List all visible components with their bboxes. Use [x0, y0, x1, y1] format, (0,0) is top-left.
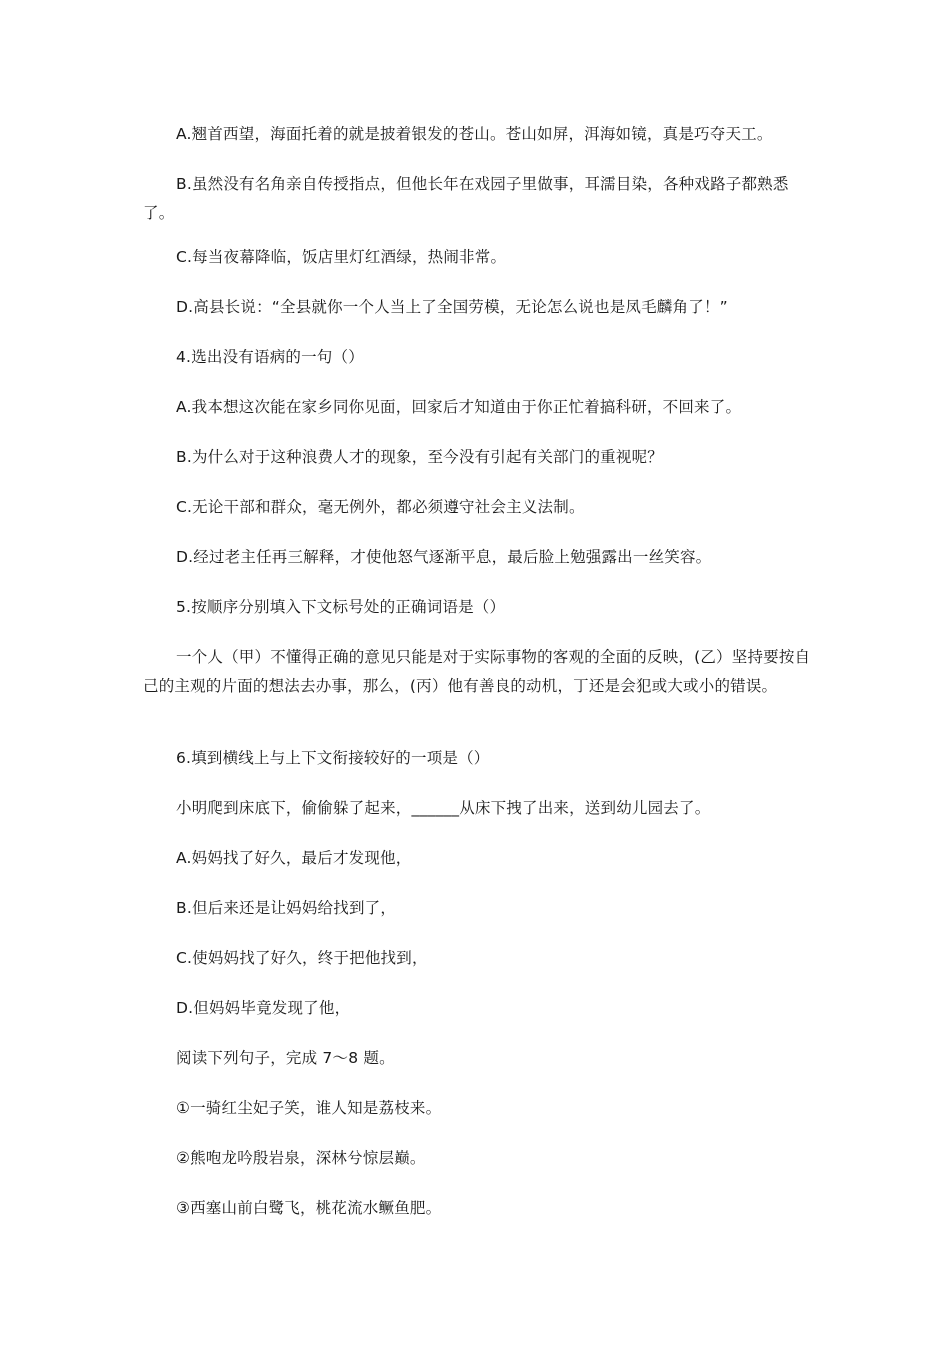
option-3d: D.高县长说：“全县就你一个人当上了全国劳模，无论怎么说也是凤毛麟角了！” [176, 298, 728, 316]
option-3b: B.虽然没有名角亲自传授指点，但他长年在戏园子里做事，耳濡目染，各种戏路子都熟悉了。 [143, 175, 789, 222]
question-5: 5.按顺序分别填入下文标号处的正确词语是（） [176, 598, 506, 616]
option-6c: C.使妈妈找了好久，终于把他找到， [176, 949, 428, 967]
question-4: 4.选出没有语病的一句（） [176, 348, 364, 366]
option-4c: C.无论干部和群众，毫无例外，都必须遵守社会主义法制。 [176, 498, 585, 516]
poem-line-1: ①一骑红尘妃子笑，谁人知是荔枝来。 [176, 1099, 442, 1117]
question-6: 6.填到横线上与上下文衔接较好的一项是（） [176, 749, 490, 767]
option-4d: D.经过老主任再三解释，才使他怒气逐渐平息，最后脸上勉强露出一丝笑容。 [176, 548, 712, 566]
question-5-passage: 一个人（甲）不懂得正确的意见只能是对于实际事物的客观的全面的反映，(乙）坚持要按自己的主观的片面的想法去办事，那么，(丙）他有善良的动机，丁还是会犯或大或小的错误。 [143, 648, 811, 695]
option-6b: B.但后来还是让妈妈给找到了， [176, 899, 397, 917]
reading-instruction: 阅读下列句子，完成 7～8 题。 [176, 1049, 395, 1067]
option-4b: B.为什么对于这种浪费人才的现象，至今没有引起有关部门的重视呢？ [176, 448, 663, 466]
option-6a: A.妈妈找了好久，最后才发现他， [176, 849, 412, 867]
question-6-sentence: 小明爬到床底下，偷偷躲了起来，______从床下拽了出来，送到幼儿园去了。 [176, 799, 711, 817]
poem-line-2: ②熊咆龙吟殷岩泉，深林兮惊层巅。 [176, 1149, 426, 1167]
option-3c: C.每当夜幕降临，饭店里灯红酒绿，热闹非常。 [176, 248, 507, 266]
option-3a: A.翘首西望，海面托着的就是披着银发的苍山。苍山如屏，洱海如镜，真是巧夺天工。 [176, 125, 773, 143]
option-4a: A.我本想这次能在家乡同你见面，回家后才知道由于你正忙着搞科研，不回来了。 [176, 398, 742, 416]
poem-line-3: ③西塞山前白鹭飞，桃花流水鳜鱼肥。 [176, 1199, 442, 1217]
option-6d: D.但妈妈毕竟发现了他， [176, 999, 351, 1017]
